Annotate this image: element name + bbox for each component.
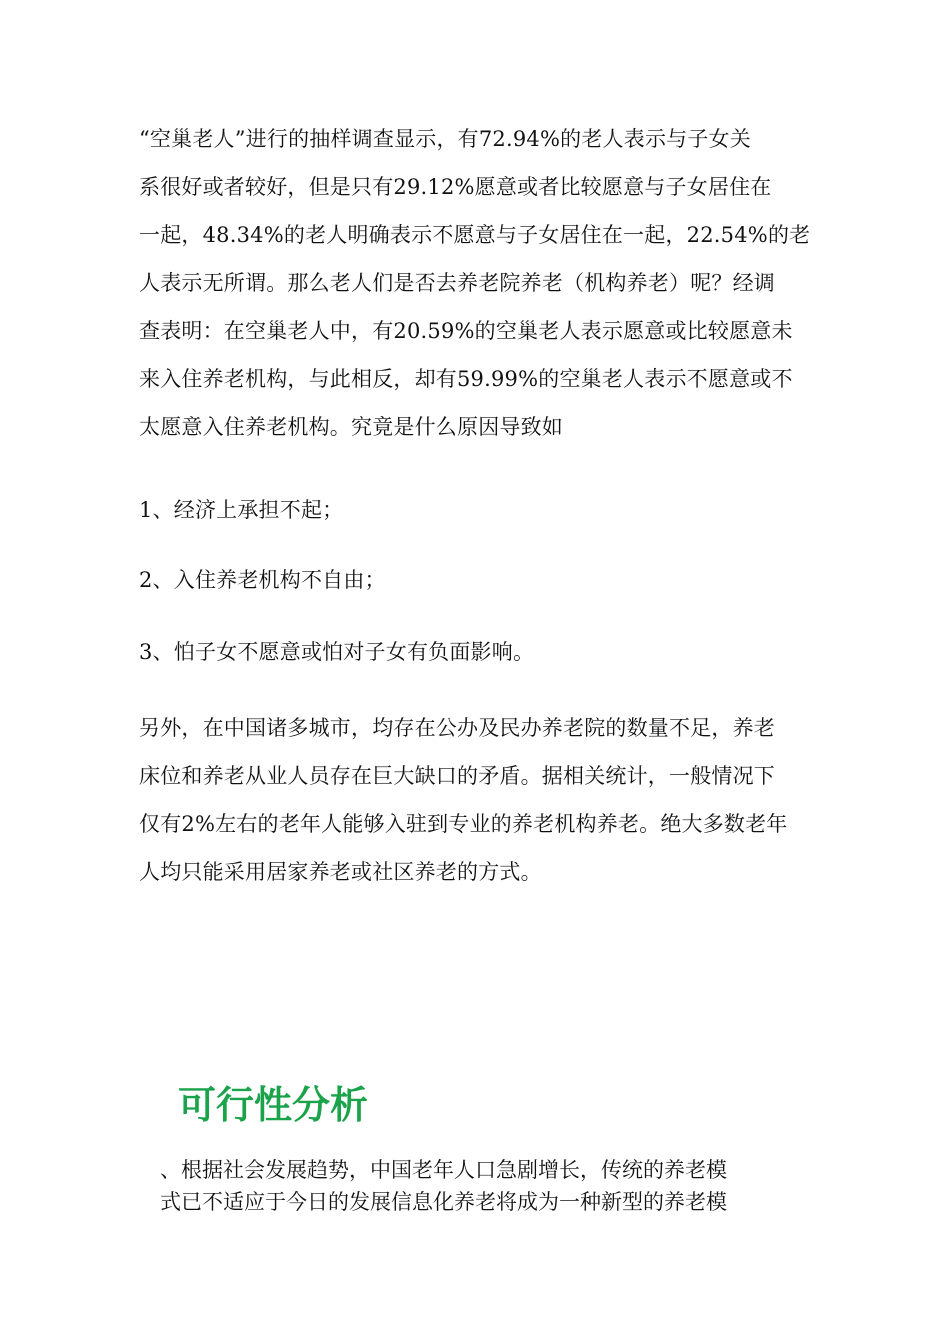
text-line: 、根据社会发展趋势，中国老年人口急剧增长，传统的养老模 xyxy=(160,1158,727,1182)
text-line: 式已不适应于今日的发展信息化养老将成为一种新型的养老模 xyxy=(160,1190,727,1214)
feasibility-paragraph xyxy=(160,1154,820,1218)
reason-text: 2、入住养老机构不自由； xyxy=(139,568,386,592)
reason-item-3 xyxy=(139,628,819,676)
text-line: 查表明：在空巢老人中，有20.59%的空巢老人表示愿意或比较愿意未 xyxy=(139,319,793,343)
text-line: 人表示无所谓。那么老人们是否去养老院养老（机构养老）呢？经调 xyxy=(139,271,775,295)
text-line: 人均只能采用居家养老或社区养老的方式。 xyxy=(139,860,542,884)
text-line: “空巢老人”进行的抽样调查显示，有72.94%的老人表示与子女关 xyxy=(139,127,751,151)
capacity-paragraph xyxy=(139,704,819,896)
text-line: 仅有2%左右的老年人能够入驻到专业的养老机构养老。绝大多数老年 xyxy=(139,812,788,836)
section-heading: 可行性分析 xyxy=(178,1083,369,1127)
text-line: 来入住养老机构，与此相反，却有59.99%的空巢老人表示不愿意或不 xyxy=(139,367,793,391)
reason-item-2 xyxy=(139,556,819,604)
text-line: 一起，48.34%的老人明确表示不愿意与子女居住在一起，22.54%的老 xyxy=(139,223,811,247)
text-line: 床位和养老从业人员存在巨大缺口的矛盾。据相关统计，一般情况下 xyxy=(139,764,775,788)
reason-item-1 xyxy=(139,486,819,534)
text-line: 另外，在中国诸多城市，均存在公办及民办养老院的数量不足，养老 xyxy=(139,716,775,740)
text-line: 系很好或者较好，但是只有29.12%愿意或者比较愿意与子女居住在 xyxy=(139,175,772,199)
text-line: 太愿意入住养老机构。究竟是什么原因导致如 xyxy=(139,415,563,439)
survey-paragraph xyxy=(139,115,819,451)
reason-text: 3、怕子女不愿意或怕对子女有负面影响。 xyxy=(139,640,535,664)
reason-text: 1、经济上承担不起； xyxy=(139,498,344,522)
